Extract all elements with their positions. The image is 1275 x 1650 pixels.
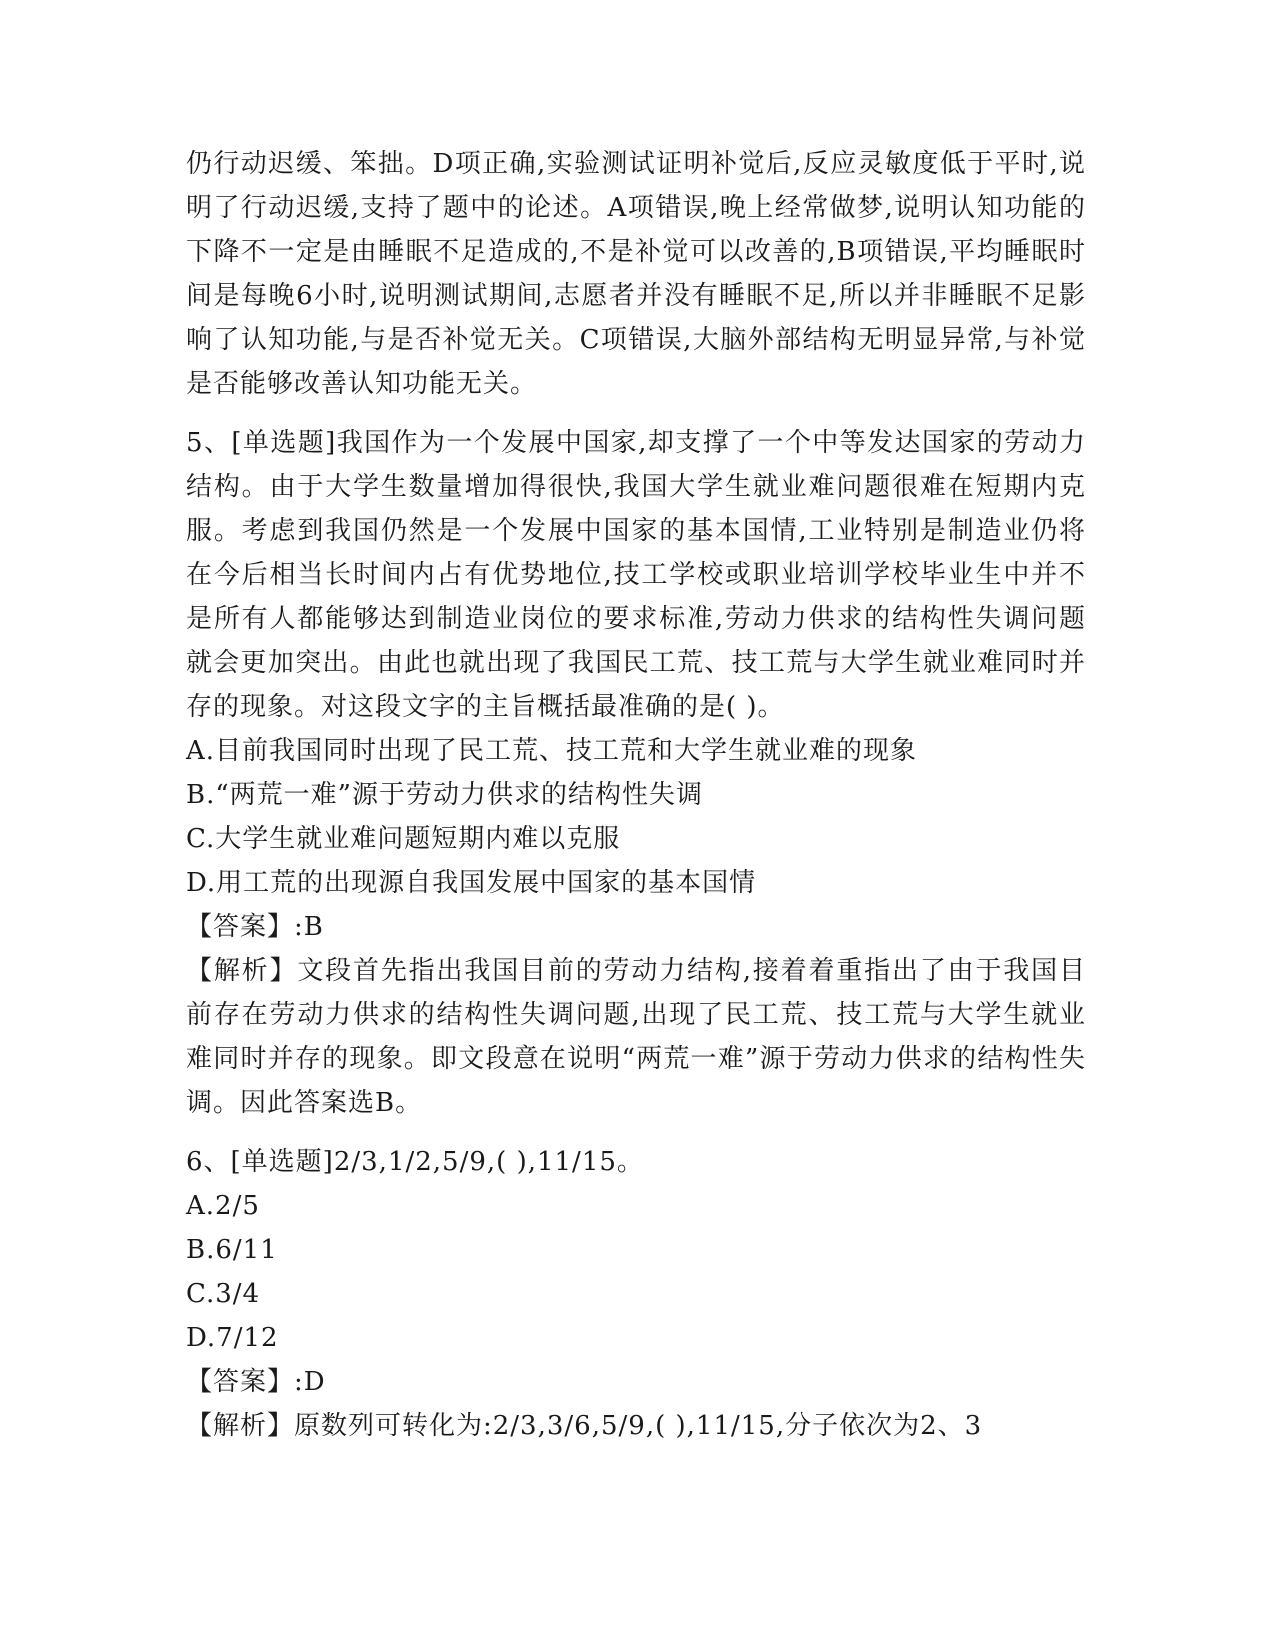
question-6	[186, 1140, 1086, 1448]
question-5-answer: 【答案】:B	[186, 912, 324, 942]
question-5-option-a: A.目前我国同时出现了民工荒、技工荒和大学生就业难的现象	[186, 736, 918, 766]
question-5-option-d: D.用工荒的出现源自我国发展中国家的基本国情	[186, 868, 757, 898]
question-6-option-a: A.2/5	[186, 1191, 260, 1221]
document-page	[186, 142, 1086, 1448]
prev-question-explanation: 仍行动迟缓、笨拙。D项正确,实验测试证明补觉后,反应灵敏度低于平时,说明了行动迟缓,支持了题中的论述。A项错误,晚上经常做梦,说明认知功能的下降不一定是由睡眠不足造成的,不是补觉可以改善的,B项错误,平均睡眠时间是每晚6小时,说明测试期间,志愿者并没有睡眠不足,所以并非睡眠不足影响了认知功能,与是否补觉无关。C项错误,大脑外部结构无明显异常,与补觉是否能够改善认知功能无关。	[186, 149, 1086, 399]
spacer	[186, 406, 1086, 421]
question-6-option-d: D.7/12	[186, 1323, 279, 1353]
question-6-option-c: C.3/4	[186, 1279, 261, 1309]
question-5-option-c: C.大学生就业难问题短期内难以克服	[186, 824, 621, 854]
spacer	[186, 1125, 1086, 1140]
question-6-answer: 【答案】:D	[186, 1367, 326, 1397]
question-6-analysis: 【解析】原数列可转化为:2/3,3/6,5/9,( ),11/15,分子依次为2、3	[186, 1411, 983, 1441]
question-6-option-b: B.6/11	[186, 1235, 278, 1265]
question-5-stem: 5、[单选题]我国作为一个发展中国家,却支撑了一个中等发达国家的劳动力结构。由于大学生数量增加得很快,我国大学生就业难问题很难在短期内克服。考虑到我国仍然是一个发展中国家的基本国情,工业特别是制造业仍将在今后相当长时间内占有优势地位,技工学校或职业培训学校毕业生中并不是所有人都能够达到制造业岗位的要求标准,劳动力供求的结构性失调问题就会更加突出。由此也就出现了我国民工荒、技工荒与大学生就业难同时并存的现象。对这段文字的主旨概括最准确的是( )。	[186, 428, 1086, 722]
question-6-stem: 6、[单选题]2/3,1/2,5/9,( ),11/15。	[186, 1147, 644, 1177]
question-5-analysis: 【解析】文段首先指出我国目前的劳动力结构,接着着重指出了由于我国目前存在劳动力供求的结构性失调问题,出现了民工荒、技工荒与大学生就业难同时并存的现象。即文段意在说明“两荒一难”源于劳动力供求的结构性失调。因此答案选B。	[186, 956, 1086, 1118]
question-5	[186, 421, 1086, 1125]
question-5-option-b: B.“两荒一难”源于劳动力供求的结构性失调	[186, 780, 703, 810]
